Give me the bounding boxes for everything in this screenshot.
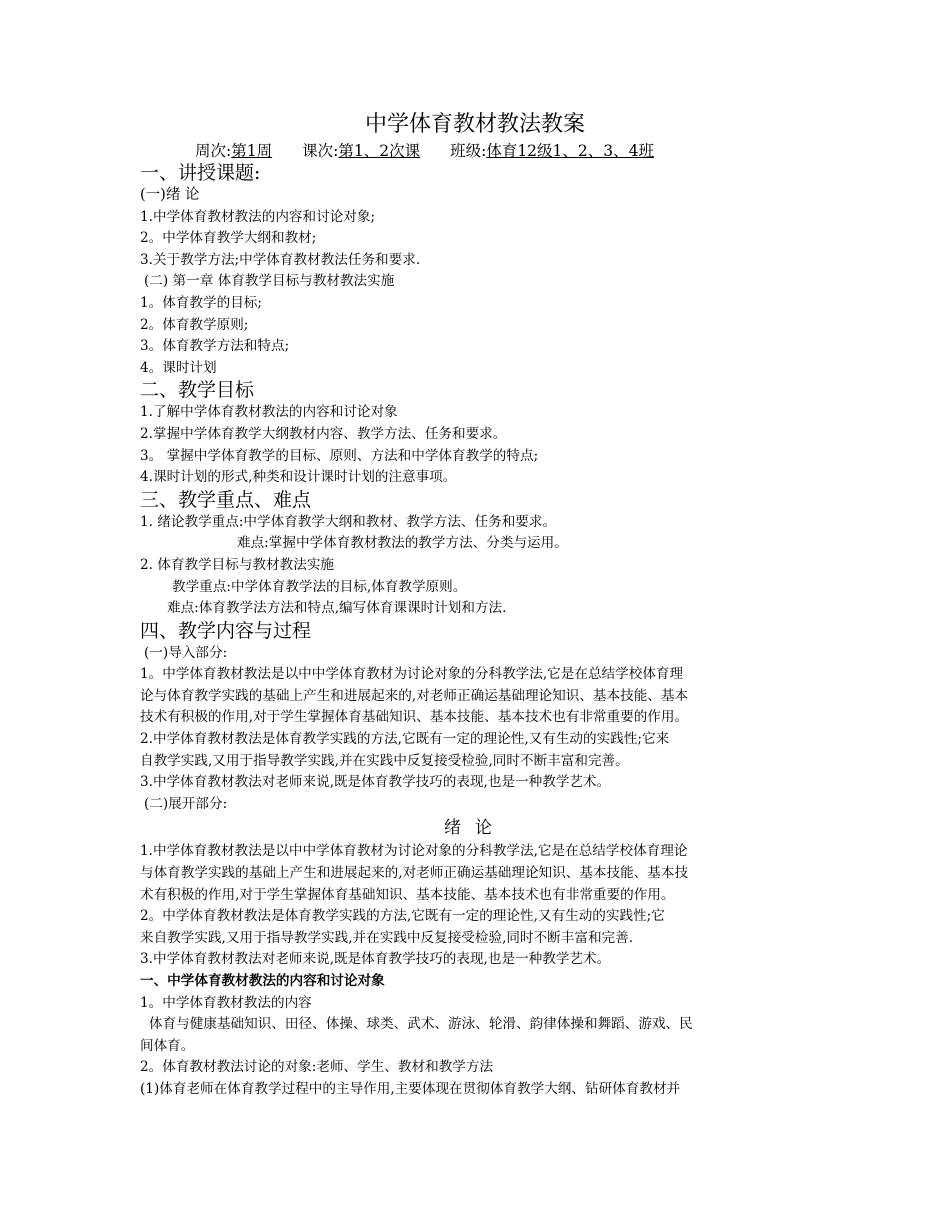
section-1-item: 3.关于教学方法;中学体育教材教法任务和要求. (140, 251, 421, 268)
section-2-heading: 二、教学目标 (140, 379, 255, 402)
section-3-line: 难点:掌握中学体育教材教法的教学方法、分类与运用。 (237, 535, 568, 552)
section-4-heading: 四、教学内容与过程 (140, 619, 312, 642)
expand-line: 1.中学体育教材教法是以中中学体育教材为讨论对象的分科教学法,它是在总结学校体育理论 (140, 843, 688, 860)
lesson-label: 课次: (302, 142, 339, 160)
section-1-subheading-2: (二) 第一章 体育教学目标与教材教法实施 (144, 273, 395, 290)
section-3-line: 1. 绪论教学重点:中学体育教学大纲和教材、教学方法、任务和要求。 (140, 513, 557, 530)
intro-line: 3.中学体育教材教法对老师来说,既是体育教学技巧的表现,也是一种教学艺术。 (140, 774, 611, 791)
expand-line: 与体育教学实践的基础上产生和进展起来的,对老师正确运基础理论知识、基本技能、基本技 (140, 865, 689, 882)
section-3-line: 2. 体育教学目标与教材教法实施 (140, 556, 335, 573)
section-2-item: 2.掌握中学体育教学大纲教材内容、教学方法、任务和要求。 (140, 425, 507, 442)
section-1-item: 1.中学体育教材教法的内容和讨论对象; (140, 208, 376, 225)
section-1-item: 3。体育教学方法和特点; (140, 338, 290, 355)
document-title: 中学体育教材教法教案 (364, 112, 585, 137)
week-label: 周次: (195, 142, 232, 160)
intro-line: 论与体育教学实践的基础上产生和进展起来的,对老师正确运基础理论知识、基本技能、基本 (140, 687, 689, 704)
class-label: 班级: (450, 142, 487, 160)
tail-line: (1)体育老师在体育教学过程中的主导作用,主要体现在贯彻体育教学大纲、钻研体育教材并 (140, 1080, 681, 1097)
section-2-item: 4.课时计划的形式,种类和设计课时计划的注意事项。 (140, 469, 457, 486)
section-1-item: 1。体育教学的目标; (140, 294, 262, 311)
section-2-item: 3。 掌握中学体育教学的目标、原则、方法和中学体育教学的特点; (140, 447, 539, 464)
section-1-item: 4。课时计划 (140, 359, 217, 376)
lesson-value: 第1、2次课 (338, 142, 421, 160)
section-1-item: 2。中学体育教学大纲和教材; (140, 230, 317, 247)
bold-subheading: 一、中学体育教材教法的内容和讨论对象 (140, 973, 385, 989)
expand-line: 3.中学体育教材教法对老师来说,既是体育教学技巧的表现,也是一种教学艺术。 (140, 951, 611, 968)
expand-line: 术有积极的作用,对于学生掌握体育基础知识、基本技能、基本技术也有非常重要的作用。 (140, 886, 675, 903)
tail-line: 1。中学体育教材教法的内容 (140, 994, 312, 1011)
intro-line: 1。中学体育教材教法是以中中学体育教材为讨论对象的分科教学法,它是在总结学校体育理 (140, 666, 684, 683)
intro-line: 自教学实践,又用于指导教学实践,并在实践中反复接受检验,同时不断丰富和完善。 (140, 752, 629, 769)
intro-label: (一)导入部分: (144, 644, 228, 661)
section-2-item: 1.了解中学体育教材教法的内容和讨论对象 (140, 404, 398, 421)
tail-line: 2。体育教材教法讨论的对象:老师、学生、教材和教学方法 (140, 1059, 494, 1076)
week-value: 第1周 (231, 142, 273, 160)
tail-line: 间体育。 (140, 1037, 195, 1054)
lesson-meta (140, 140, 810, 162)
document-page (140, 110, 810, 1101)
section-1-subheading-1: (一)绪 论 (140, 187, 200, 203)
section-3-line: 教学重点:中学体育教学法的目标,体育教学原则。 (172, 578, 467, 595)
intro-line: 技术有积极的作用,对于学生掌握体育基础知识、基本技能、基本技术也有非常重要的作用。 (140, 709, 689, 726)
section-1-item: 2。体育教学原则; (140, 316, 249, 333)
expand-label: (二)展开部分: (144, 795, 228, 812)
section-1-heading: 一、讲授课题: (140, 162, 261, 184)
section-3-heading: 三、教学重点、难点 (140, 488, 312, 511)
expand-line: 2。中学体育教材教法是体育教学实践的方法,它既有一定的理论性,又有生动的实践性;它 (140, 908, 665, 925)
section-3-line: 难点:体育教学法方法和特点,编写体育课课时计划和方法. (167, 600, 507, 617)
center-heading: 绪论 (444, 818, 506, 839)
intro-line: 2.中学体育教材教法是体育教学实践的方法,它既有一定的理论性,又有生动的实践性;它来 (140, 731, 670, 748)
expand-line: 来自教学实践,又用于指导教学实践,并在实践中反复接受检验,同时不断丰富和完善. (140, 929, 634, 946)
class-value: 体育12级1、2、3、4班 (486, 142, 654, 160)
tail-line: 体育与健康基础知识、田径、体操、球类、武术、游泳、轮滑、韵律体操和舞蹈、游戏、民 (149, 1016, 693, 1033)
